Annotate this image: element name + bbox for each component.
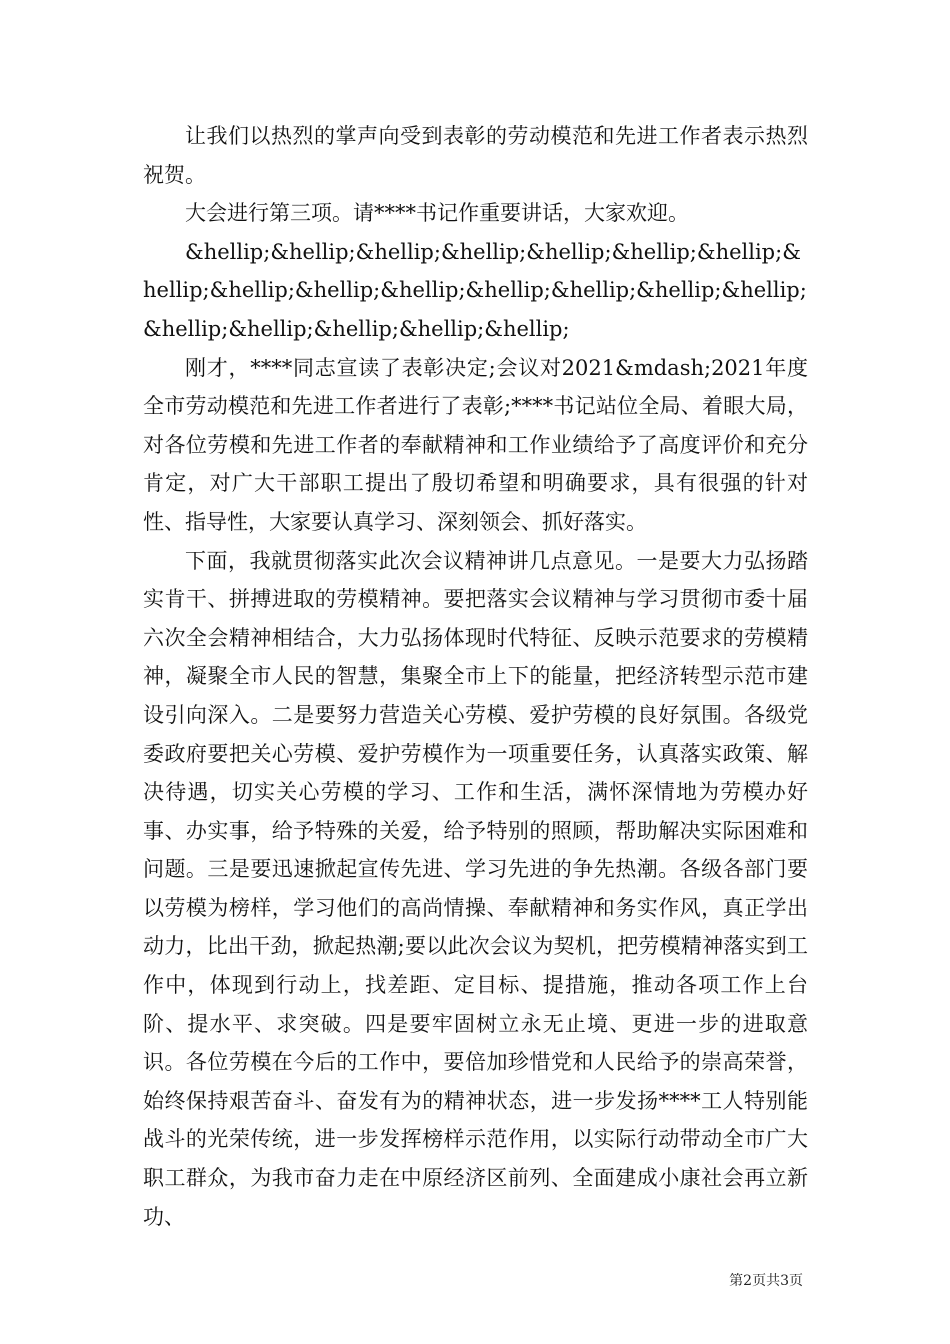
document-body — [143, 117, 808, 1236]
paragraph-agenda-item-three: 大会进行第三项。请****书记作重要讲话，大家欢迎。 — [185, 201, 689, 226]
paragraph-ellipsis: &hellip;&hellip;&hellip;&hellip;&hellip;&hellip;&hellip;&hellip;&hellip;&hellip;&hellip;&hellip;&hellip;&hellip;&hellip;&hellip;&hellip;&hellip;&hellip;&hellip; — [143, 239, 807, 341]
page-number: 第2页共3页 — [729, 1273, 803, 1289]
paragraph-congratulations: 让我们以热烈的掌声向受到表彰的劳动模范和先进工作者表示热烈祝贺。 — [143, 124, 808, 187]
paragraph-opinions: 下面，我就贯彻落实此次会议精神讲几点意见。一是要大力弘扬踏实肯干、拼搏进取的劳模精神。要把落实会议精神与学习贯彻市委十届六次全会精神相结合，大力弘扬体现时代特征、反映示范要求的劳模精神，凝聚全市人民的智慧，集聚全市上下的能量，把经济转型示范市建设引向深入。二是要努力营造关心劳模、爱护劳模的良好氛围。各级党委政府要把关心劳模、爱护劳模作为一项重要任务，认真落实政策、解决待遇，切实关心劳模的学习、工作和生活，满怀深情地为劳模办好事、办实事，给予特殊的关爱，给予特别的照顾，帮助解决实际困难和问题。三是要迅速掀起宣传先进、学习先进的争先热潮。各级各部门要以劳模为榜样，学习他们的高尚情操、奉献精神和务实作风，真正学出动力，比出干劲，掀起热潮;要以此次会议为契机，把劳模精神落实到工作中，体现到行动上，找差距、定目标、提措施，推动各项工作上台阶、提水平、求突破。四是要牢固树立永无止境、更进一步的进取意识。各位劳模在今后的工作中，要倍加珍惜党和人民给予的崇高荣誉，始终保持艰苦奋斗、奋发有为的精神状态，进一步发扬****工人特别能战斗的光荣传统，进一步发挥榜样示范作用，以实际行动带动全市广大职工群众，为我市奋力走在中原经济区前列、全面建成小康社会再立新功、 — [143, 548, 808, 1229]
paragraph-summary: 刚才，****同志宣读了表彰决定;会议对2021&mdash;2021年度全市劳动模范和先进工作者进行了表彰;****书记站位全局、着眼大局，对各位劳模和先进工作者的奉献精神和工作业绩给予了高度评价和充分肯定，对广大干部职工提出了殷切希望和明确要求，具有很强的针对性、指导性，大家要认真学习、深刻领会、抓好落实。 — [143, 355, 808, 534]
